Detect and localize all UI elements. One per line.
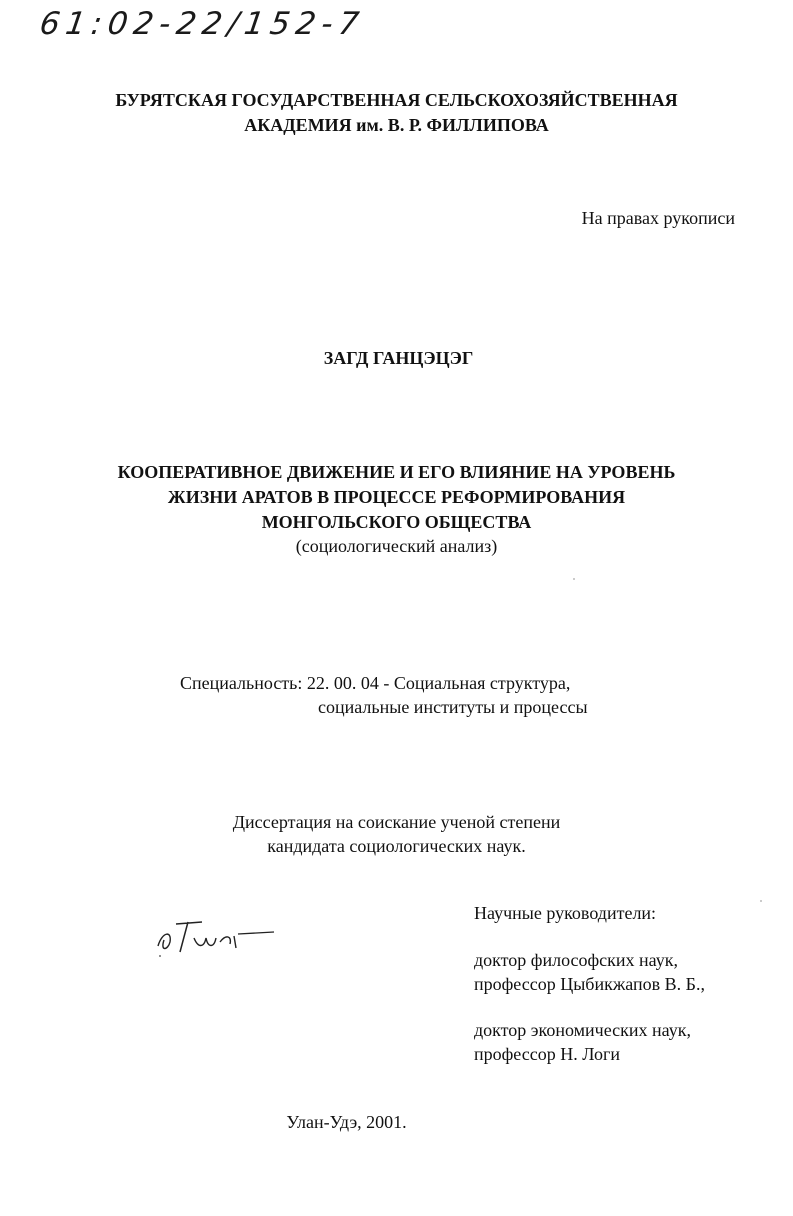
supervisor-1-name: профессор Цыбикжапов В. Б., <box>474 974 706 994</box>
place-year: Улан-Удэ, 2001. <box>286 1112 407 1132</box>
dissertation-line-1: Диссертация на соискание ученой степени <box>232 812 561 832</box>
handwritten-signature <box>150 912 280 962</box>
title-line-2: ЖИЗНИ АРАТОВ В ПРОЦЕССЕ РЕФОРМИРОВАНИЯ <box>167 487 626 507</box>
archive-code-text: 61:02-22/152-7 <box>37 6 368 42</box>
specialty-line-1: Специальность: 22. 00. 04 - Социальная структура, <box>180 673 571 693</box>
author-name: ЗАГД ГАНЦЭЦЭГ <box>323 348 474 368</box>
title-line-3: МОНГОЛЬСКОГО ОБЩЕСТВА <box>261 512 532 532</box>
supervisor-2-name: профессор Н. Логи <box>474 1044 620 1064</box>
supervisor-2-degree: доктор экономических наук, <box>474 1020 691 1040</box>
specialty-line-2: социальные институты и процессы <box>318 697 588 717</box>
supervisors-heading: Научные руководители: <box>474 903 657 923</box>
institution-line-2: АКАДЕМИЯ им. В. Р. ФИЛЛИПОВА <box>244 115 549 135</box>
scan-speck <box>573 578 575 580</box>
dissertation-line-2: кандидата социологических наук. <box>267 836 526 856</box>
archive-code <box>37 6 367 42</box>
title-subtitle: (социологический анализ) <box>295 536 498 556</box>
manuscript-note: На правах рукописи <box>581 208 735 228</box>
supervisor-1-degree: доктор философских наук, <box>474 950 678 970</box>
title-line-1: КООПЕРАТИВНОЕ ДВИЖЕНИЕ И ЕГО ВЛИЯНИЕ НА УРОВЕНЬ <box>117 462 676 482</box>
institution-line-1: БУРЯТСКАЯ ГОСУДАРСТВЕННАЯ СЕЛЬСКОХОЗЯЙСТВЕННАЯ <box>115 90 678 110</box>
scan-speck <box>760 900 762 902</box>
